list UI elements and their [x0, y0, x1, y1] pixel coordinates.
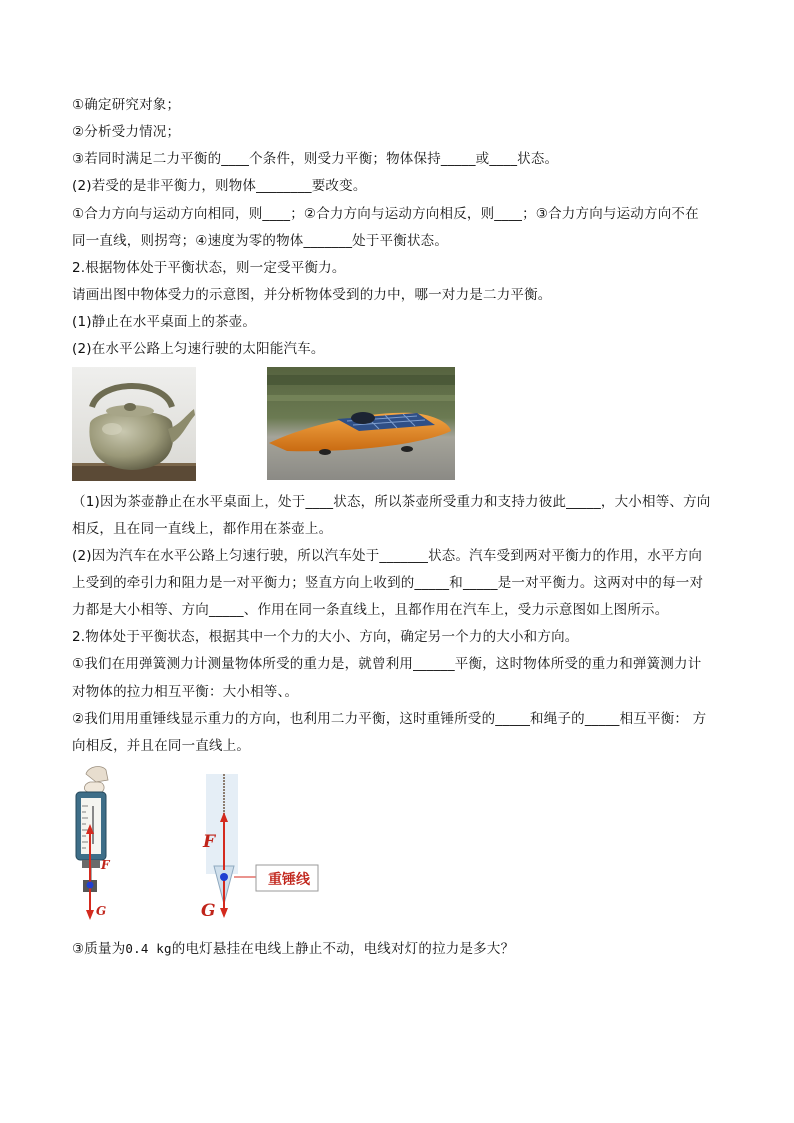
text-line: (2)若受的是非平衡力，则物体________要改变。: [72, 178, 367, 194]
text-line: ③若同时满足二力平衡的____个条件，则受力平衡；物体保持_____或____状态。: [72, 151, 559, 167]
question-quantity: 0.4 kg: [125, 941, 172, 956]
scale-g-label: G: [96, 904, 107, 918]
text-line: (1)静止在水平桌面上的茶壶。: [72, 314, 257, 330]
question-suffix: 的电灯悬挂在电线上静止不动，电线对灯的拉力是多大？: [171, 941, 515, 957]
text-line: 力都是大小相等、方向_____、作用在同一条直线上，且都作用在汽车上，受力示意图如上图所示。: [72, 602, 669, 618]
text-line: ②分析受力情况；: [72, 124, 181, 140]
scale-f-label: F: [101, 858, 110, 872]
text-line: ①确定研究对象；: [72, 97, 181, 113]
text-line: 2.物体处于平衡状态，根据其中一个力的大小、方向，确定另一个力的大小和方向。: [72, 629, 579, 645]
text-line: ②我们用用重锤线显示重力的方向，也利用二力平衡，这时重锤所受的_____和绳子的_____相互平衡： 方: [72, 711, 707, 727]
text-line: 相反，且在同一直线上，都作用在茶壶上。: [72, 521, 333, 537]
text-line: ①合力方向与运动方向相同，则____；②合力方向与运动方向相反，则____；③合力方向与运动方向不在: [72, 206, 699, 222]
text-line: ①我们在用弹簧测力计测量物体所受的重力是，就曾利用______平衡，这时物体所受的重力和弹簧测力计: [72, 656, 702, 672]
plumb-f-label: F: [203, 832, 216, 852]
text-line: 上受到的牵引力和阻力是一对平衡力；竖直方向上收到的_____和_____是一对平衡力。这两对中的每一对: [72, 575, 704, 591]
text-line: 请画出图中物体受力的示意图，并分析物体受到的力中，哪一对力是二力平衡。: [72, 287, 552, 303]
text-line-question: [72, 940, 724, 958]
text-line: (2)因为汽车在水平公路上匀速行驶，所以汽车处于_______状态。汽车受到两对平衡力的作用，水平方向: [72, 548, 703, 564]
question-prefix: ③质量为: [72, 941, 126, 957]
text-line: 向相反，并且在同一直线上。: [72, 738, 251, 754]
plumb-g-label: G: [201, 901, 216, 921]
text-line: 同一直线，则拐弯；④速度为零的物体_______处于平衡状态。: [72, 233, 449, 249]
teapot-image: [72, 367, 196, 481]
scale-force-arrows: [66, 764, 126, 924]
text-line: (2)在水平公路上匀速行驶的太阳能汽车。: [72, 341, 325, 357]
text-line: 对物体的拉力相互平衡：大小相等、。: [72, 684, 299, 700]
text-line: 2.根据物体处于平衡状态，则一定受平衡力。: [72, 260, 346, 276]
text-line: （1)因为茶壶静止在水平桌面上，处于____状态，所以茶壶所受重力和支持力彼此_____，大小相等、方向: [72, 494, 711, 510]
solar-car-image: [267, 367, 455, 480]
plumb-line-label: 重锤线: [268, 872, 310, 888]
